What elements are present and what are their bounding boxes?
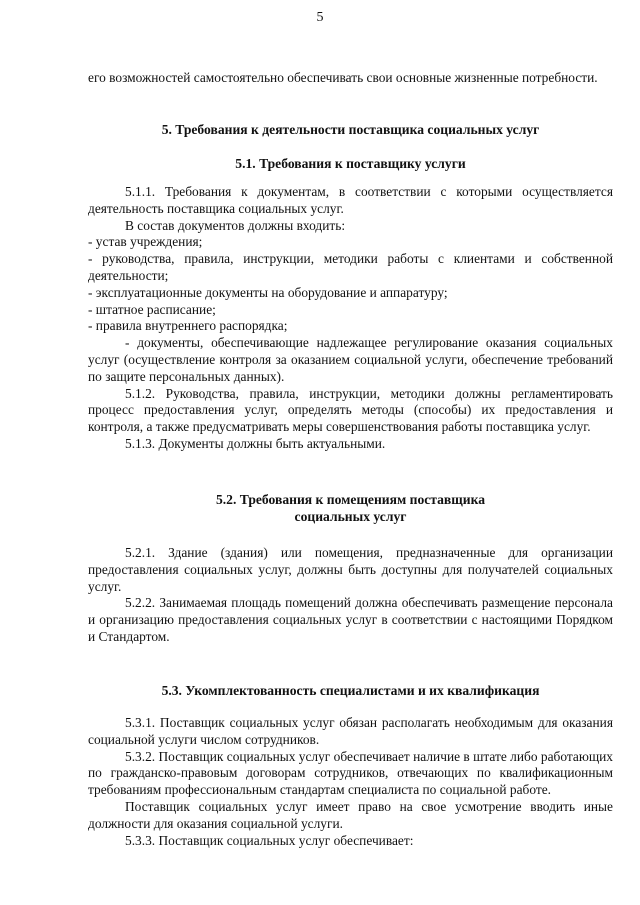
section-5-3-body bbox=[88, 715, 613, 849]
section-5-2-heading-line1: 5.2. Требования к помещениям поставщика bbox=[215, 492, 486, 507]
list-item: - правила внутреннего распорядка; bbox=[88, 318, 288, 334]
section-5-1-heading: 5.1. Требования к поставщику услуги bbox=[235, 156, 466, 171]
paragraph-5-3-2-note: Поставщик социальных услуг имеет право на свое усмотрение вводить иные должности для оказания социальной услуги. bbox=[88, 798, 613, 831]
list-item: - штатное расписание; bbox=[88, 301, 216, 317]
paragraph-5-1-3: 5.1.3. Документы должны быть актуальными. bbox=[125, 435, 386, 451]
intro-paragraph-block bbox=[88, 70, 613, 87]
list-item: - руководства, правила, инструкции, методики работы с клиентами и собственной деятельности; bbox=[88, 251, 613, 283]
section-5-2-heading-line2: социальных услуг bbox=[294, 508, 407, 524]
section-5-heading: 5. Требования к деятельности поставщика социальных услуг bbox=[161, 122, 540, 137]
paragraph-5-2-2: 5.2.2. Занимаемая площадь помещений должна обеспечивать размещение персонала и организацию предоставления социальных услуг в соответствии с настоящими Порядком и Стандартом. bbox=[88, 595, 613, 644]
section-5-1-body bbox=[88, 184, 613, 453]
list-item: - эксплуатационные документы на оборудование и аппаратуру; bbox=[88, 284, 448, 300]
section-5-2-heading bbox=[88, 492, 613, 526]
list-item: - документы, обеспечивающие надлежащее регулирование оказания социальных услуг (осуществление контроля за оказанием социальной услуги, обеспечение требований по защите персональных данных). bbox=[88, 335, 613, 384]
list-intro: В состав документов должны входить: bbox=[125, 217, 346, 233]
intro-paragraph: его возможностей самостоятельно обеспечивать свои основные жизненные потребности. bbox=[88, 70, 598, 85]
paragraph-5-1-1: 5.1.1. Требования к документам, в соответствии с которыми осуществляется деятельность поставщика социальных услуг. bbox=[88, 184, 613, 216]
section-5-2-body bbox=[88, 545, 613, 646]
section-5-3-heading: 5.3. Укомплектованность специалистами и их квалификация bbox=[161, 683, 540, 698]
paragraph-5-3-1: 5.3.1. Поставщик социальных услуг обязан располагать необходимым для оказания социальной услуги числом сотрудников. bbox=[88, 715, 613, 747]
page-number: 5 bbox=[316, 10, 324, 25]
paragraph-5-3-2: 5.3.2. Поставщик социальных услуг обеспечивает наличие в штате либо работающих по гражданско-правовым договорам сотрудников, отвечающих по квалификационным требованиям профессиональным стандартам специалиста по социальной работе. bbox=[88, 748, 613, 798]
paragraph-5-1-2: 5.1.2. Руководства, правила, инструкции, методики должны регламентировать процесс предоставления услуг, определять методы (способы) их предоставления и контроля, а также предусматривать меры совершенствования работы поставщика услуг. bbox=[88, 385, 613, 435]
paragraph-5-3-3: 5.3.3. Поставщик социальных услуг обеспечивает: bbox=[125, 832, 414, 848]
paragraph-5-2-1: 5.2.1. Здание (здания) или помещения, предназначенные для организации предоставления социальных услуг, должны быть доступны для получателей социальных услуг. bbox=[88, 545, 613, 594]
list-item: - устав учреждения; bbox=[88, 234, 203, 250]
